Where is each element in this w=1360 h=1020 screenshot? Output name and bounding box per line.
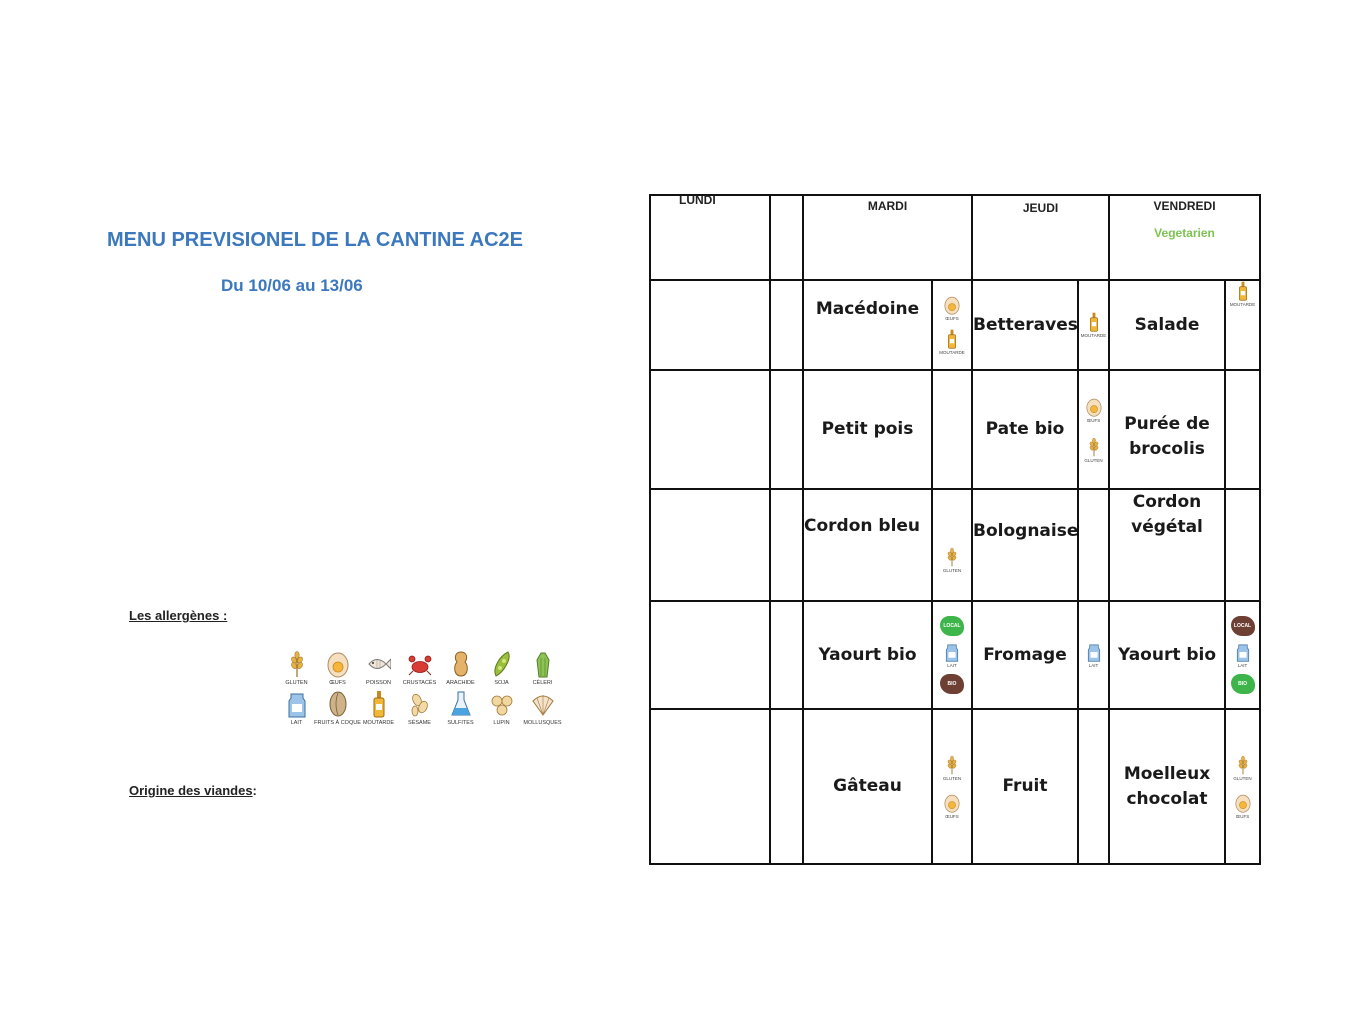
dish-mardi-main: Cordon bleu [803,489,932,601]
allergen-mustard: MOUTARDE [358,690,399,726]
milk-icon: LAIT [1085,642,1103,668]
local-product-badge: LOCAL [1231,616,1255,636]
egg-icon: ŒUFS [943,793,961,819]
flask-icon [449,690,473,718]
allergen-gluten: GLUTEN [276,650,317,686]
dish-mardi-starter: Macédoine [803,280,932,370]
allergen-crustaceans: CRUSTACÉS [399,650,440,686]
mustard-icon: MOUTARDE [939,329,964,355]
soy-icon [490,650,514,678]
menu-row-starter [650,280,1260,370]
dish-mardi-side: Petit pois [803,370,932,489]
allergen-sesame: SÉSAME [399,690,440,726]
weekly-menu-table [649,194,1261,865]
celery-icon [531,650,555,678]
allergen-fish: POISSON [358,650,399,686]
day-header-vendredi: VENDREDI Vegetarien [1109,195,1260,280]
wheat-icon: GLUTEN [943,755,961,781]
milk-icon: LAIT [943,642,961,668]
dish-jeudi-starter: Betteraves [972,280,1078,370]
egg-icon: ŒUFS [943,295,961,321]
egg-icon: ŒUFS [1085,397,1103,423]
crab-icon [408,650,432,678]
dish-vendredi-main: Cordon végétal [1109,489,1225,601]
day-header-lundi: LUNDI [650,195,770,280]
lupin-icon [490,690,514,718]
wheat-icon: GLUTEN [1084,437,1102,463]
wheat-icon: GLUTEN [1233,755,1251,781]
allergen-celery: CÉLERI [522,650,563,686]
dish-jeudi-dessert: Fruit [972,709,1078,864]
milk-icon: LAIT [1234,642,1252,668]
date-range: Du 10/06 au 13/06 [221,276,363,295]
allergen-soy: SOJA [481,650,522,686]
allergen-legend [276,650,566,726]
wheat-icon: GLUTEN [943,547,961,573]
allergen-sulfites: SULFITES [440,690,481,726]
dish-jeudi-main: Bolognaise [972,489,1078,601]
wheat-icon [285,650,309,678]
mustard-icon: MOUTARDE [1081,312,1106,338]
header-row [650,195,1260,280]
dish-jeudi-dairy: Fromage [972,601,1078,709]
egg-icon [326,650,350,678]
sesame-icon [408,690,432,718]
egg-icon: ŒUFS [1234,793,1252,819]
day-header-jeudi: JEUDI [972,195,1109,280]
meat-origin-heading: Origine des viandes: [129,783,257,798]
meat-origin-label: Origine des viandes [129,783,253,798]
menu-row-dairy [650,601,1260,709]
allergen-milk: LAIT [276,690,317,726]
dish-vendredi-dessert: Moelleux chocolat [1109,709,1225,864]
menu-row-main [650,489,1260,601]
day-header-mardi: MARDI [803,195,972,280]
vegetarian-tag: Vegetarien [1154,226,1215,240]
allergen-eggs: ŒUFS [317,650,358,686]
bio-badge: BIO [940,674,964,694]
allergen-peanut: ARACHIDE [440,650,481,686]
dish-mardi-dairy: Yaourt bio [803,601,932,709]
dish-vendredi-starter: Salade [1109,280,1225,370]
peanut-icon [449,650,473,678]
menu-row-dessert [650,709,1260,864]
shell-icon [531,690,555,718]
milk-icon [285,690,309,718]
allergen-lupin: LUPIN [481,690,522,726]
local-product-badge: LOCAL [940,616,964,636]
nut-icon [326,690,350,718]
bio-badge: BIO [1231,674,1255,694]
allergens-label: Les allergènes : [129,608,228,623]
allergen-nuts: FRUITS À COQUE [317,690,358,726]
allergen-molluscs: MOLLUSQUES [522,690,563,726]
mustard-icon: MOUTARDE [1230,281,1255,307]
fish-icon [367,650,391,678]
dish-mardi-dessert: Gâteau [803,709,932,864]
dish-vendredi-side: Purée de brocolis [1109,370,1225,489]
menu-row-side [650,370,1260,489]
page-title: MENU PREVISIONEL DE LA CANTINE AC2E [107,229,523,251]
dish-jeudi-side: Pate bio [972,370,1078,489]
mustard-icon [367,690,391,718]
dish-vendredi-dairy: Yaourt bio [1109,601,1225,709]
allergens-heading [129,608,227,623]
